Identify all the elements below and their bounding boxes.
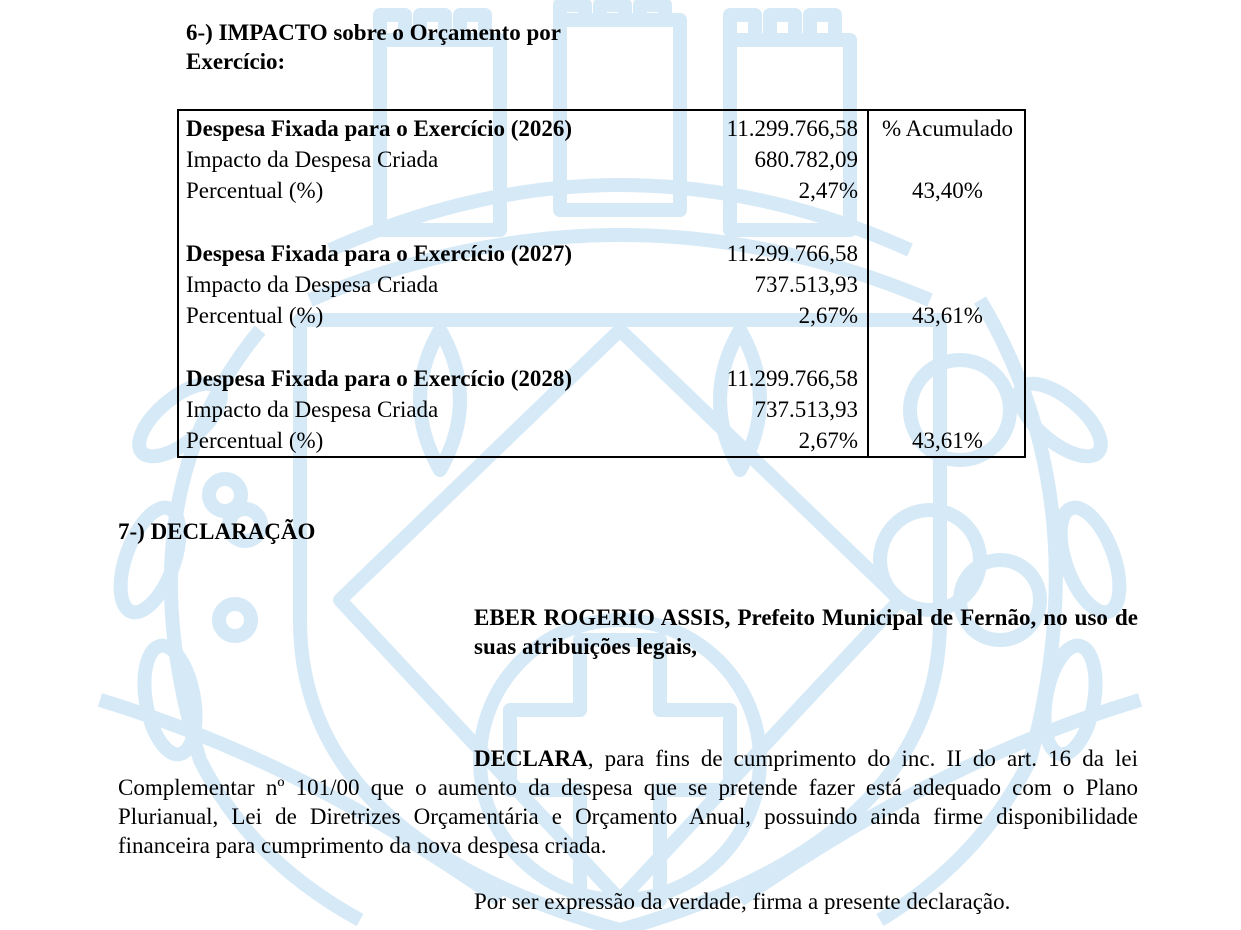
- fixed-expense-value-2027: 11.299.766,58: [726, 241, 858, 266]
- impact-label-2027: Impacto da Despesa Criada: [186, 272, 439, 297]
- table-row: [179, 394, 1024, 425]
- accumulated-header: % Acumulado: [882, 116, 1013, 141]
- percent-label-2028: Percentual (%): [186, 428, 324, 453]
- mayor-paragraph: EBER ROGERIO ASSIS, Prefeito Municipal de Fernão, no uso de suas atribuições legais,: [474, 605, 1138, 659]
- table-row: [179, 238, 1024, 269]
- fixed-expense-label-2026: Despesa Fixada para o Exercício (2026): [186, 116, 573, 141]
- declara-keyword: DECLARA: [474, 746, 588, 771]
- percent-value-2027: 2,67%: [798, 303, 858, 328]
- percent-label-2026: Percentual (%): [186, 178, 324, 203]
- table-row: [179, 144, 1024, 175]
- impact-label-2028: Impacto da Despesa Criada: [186, 397, 439, 422]
- fixed-expense-label-2027: Despesa Fixada para o Exercício (2027): [186, 241, 573, 266]
- accumulated-value-2027: 43,61%: [912, 303, 983, 328]
- impact-value-2027: 737.513,93: [754, 272, 858, 297]
- impact-value-2026: 680.782,09: [754, 147, 858, 172]
- percent-value-2028: 2,67%: [798, 428, 858, 453]
- accumulated-value-2026: 43,40%: [912, 178, 983, 203]
- table-row: [179, 175, 1024, 206]
- fixed-expense-label-2028: Despesa Fixada para o Exercício (2028): [186, 366, 573, 391]
- table-row: [179, 269, 1024, 300]
- percent-value-2026: 2,47%: [798, 178, 858, 203]
- closing-paragraph: Por ser expressão da verdade, firma a presente declaração.: [474, 889, 1011, 914]
- table-row: [179, 113, 1024, 144]
- percent-label-2027: Percentual (%): [186, 303, 324, 328]
- declaration-paragraph: [118, 744, 1138, 860]
- accumulated-value-2028: 43,61%: [912, 428, 983, 453]
- section-6-title: 6-) IMPACTO sobre o Orçamento por Exercício:: [186, 20, 561, 74]
- declaration-text: , para fins de cumprimento do inc. II do art. 16 da lei Complementar nº 101/00 que o aumento da despesa que se pretende fazer está adequado com o Plano Plurianual, Lei de Diretrizes Orçamentária e Orçamento Anual, possuindo ainda firme disponibilidade financeira para cumprimento da nova despesa criada.: [118, 746, 1138, 858]
- table-row: [179, 425, 1024, 456]
- budget-impact-table: [177, 109, 1026, 458]
- section-7-title: 7-) DECLARAÇÃO: [118, 519, 316, 544]
- table-row: [179, 300, 1024, 331]
- table-row: [179, 363, 1024, 394]
- impact-label-2026: Impacto da Despesa Criada: [186, 147, 439, 172]
- fixed-expense-value-2028: 11.299.766,58: [726, 366, 858, 391]
- impact-value-2028: 737.513,93: [754, 397, 858, 422]
- fixed-expense-value-2026: 11.299.766,58: [726, 116, 858, 141]
